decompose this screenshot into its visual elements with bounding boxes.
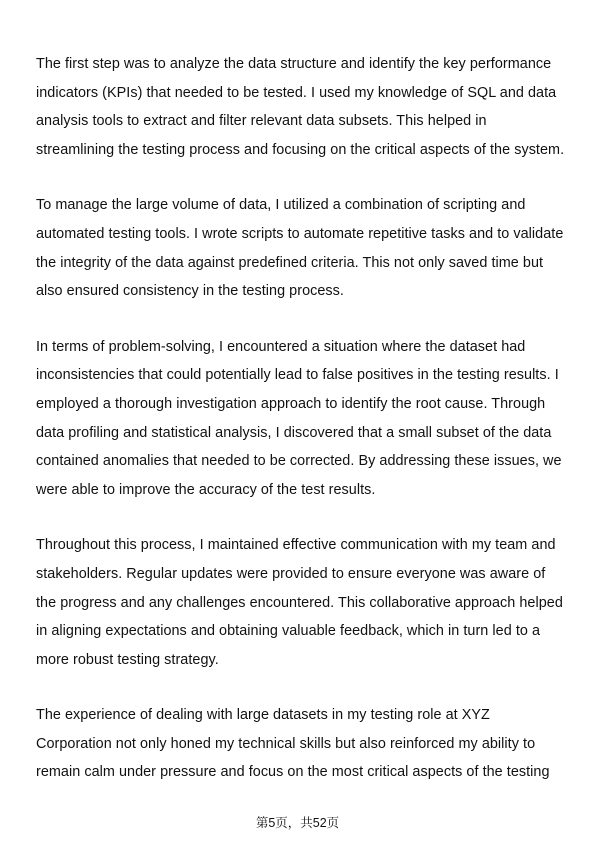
paragraph-5 [36, 701, 561, 787]
text-line: indicators (KPIs) that needed to be tested. I used my knowledge of SQL and data [36, 84, 557, 101]
text-line: In terms of problem-solving, I encountered a situation where the dataset had [36, 338, 526, 355]
paragraph-1 [36, 50, 565, 164]
text-line: stakeholders. Regular updates were provided to ensure everyone was aware of [36, 565, 546, 582]
text-line: more robust testing strategy. [36, 651, 219, 668]
text-line: in aligning expectations and obtaining valuable feedback, which in turn led to a [36, 623, 541, 640]
text-line: The experience of dealing with large datasets in my testing role at XYZ [36, 707, 490, 724]
paragraph-4 [36, 531, 561, 674]
text-line: remain calm under pressure and focus on the most critical aspects of the testing [36, 764, 550, 781]
paragraph-2 [36, 191, 564, 305]
text-line: Throughout this process, I maintained effective communication with my team and [36, 537, 556, 554]
text-line: The first step was to analyze the data structure and identify the key performance [36, 56, 552, 72]
text-line: the progress and any challenges encountered. This collaborative approach helped [36, 594, 563, 611]
text-line: contained anomalies that needed to be corrected. By addressing these issues, we [36, 453, 562, 470]
text-line: were able to improve the accuracy of the test results. [36, 481, 376, 498]
text-line: streamlining the testing process and focusing on the critical aspects of the system. [36, 141, 565, 158]
text-line: employed a thorough investigation approach to identify the root cause. Through [36, 395, 546, 412]
text-line: analysis tools to extract and filter relevant data subsets. This helped in [36, 113, 487, 130]
text-line: To manage the large volume of data, I utilized a combination of scripting and [36, 197, 526, 214]
text-line: inconsistencies that could potentially lead to false positives in the testing results. I [36, 367, 559, 384]
text-line: the integrity of the data against predefined criteria. This not only saved time but [36, 254, 544, 271]
text-line: also ensured consistency in the testing process. [36, 283, 344, 300]
document-body [36, 50, 565, 814]
text-line: automated testing tools. I wrote scripts to automate repetitive tasks and to validate [36, 225, 564, 242]
text-line: data profiling and statistical analysis, I discovered that a small subset of the data [36, 424, 552, 441]
paragraph-3 [36, 333, 561, 505]
page-number-footer: 第5页，共52页 [255, 816, 340, 830]
text-line: Corporation not only honed my technical skills but also reinforced my ability to [36, 735, 536, 752]
